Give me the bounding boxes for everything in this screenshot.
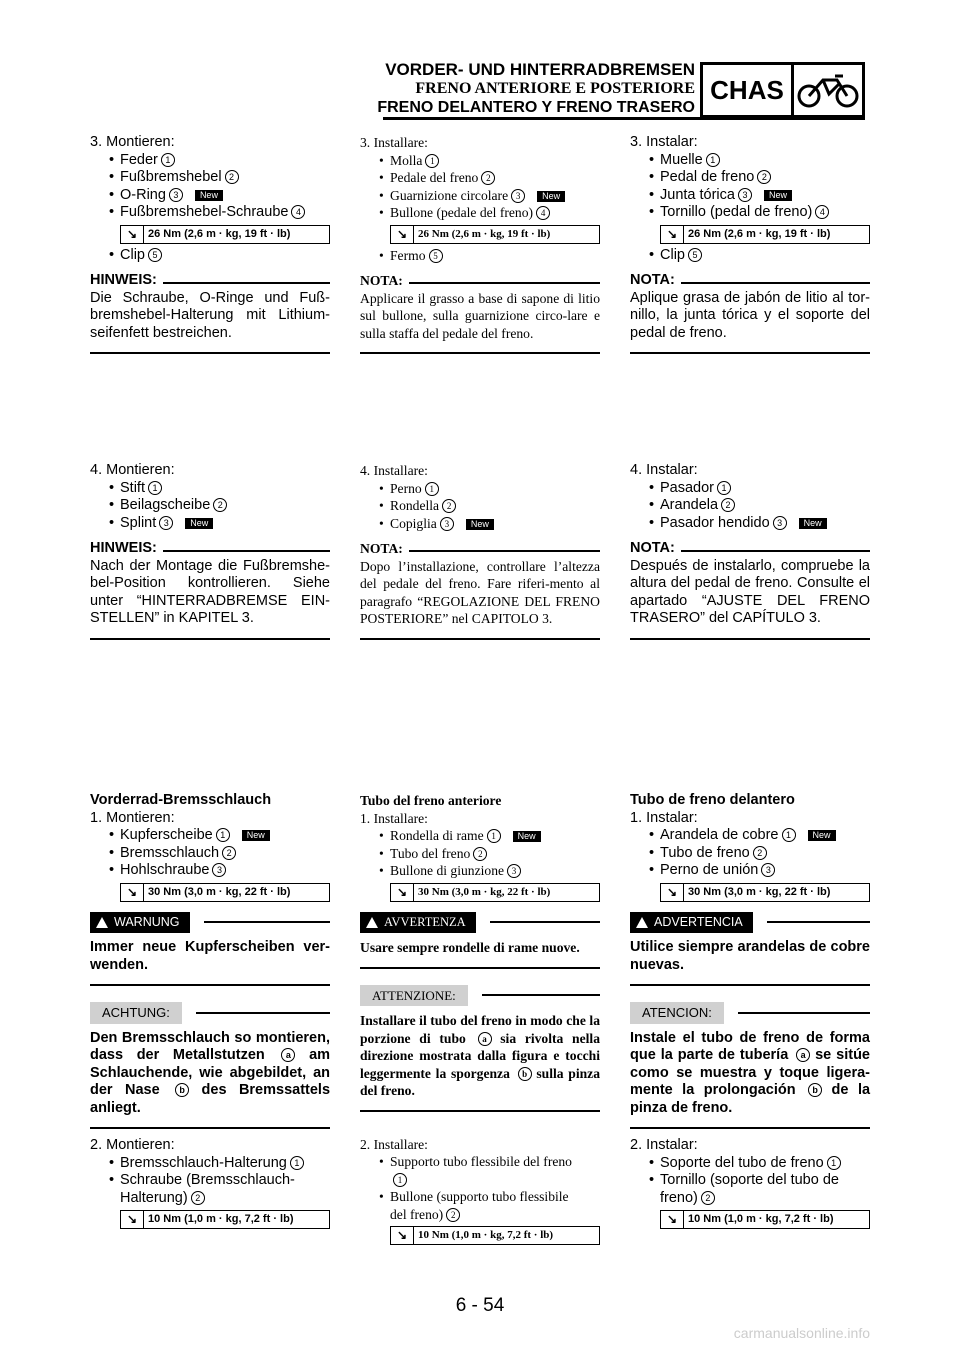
list-item: • Splint 3 New	[90, 515, 330, 533]
list-item: • Pedale del freno 2	[360, 169, 600, 187]
wrench-icon: ↘	[661, 1211, 684, 1228]
note-heading: NOTA:	[360, 540, 600, 558]
wrench-icon: ↘	[391, 1227, 414, 1244]
list-item: • Perno de unión 3	[630, 862, 870, 880]
de-hose-step1: 1. Montieren:	[90, 809, 175, 826]
de-step3-section	[90, 134, 330, 354]
torque-spec: ↘ 26 Nm (2,6 m · kg, 19 ft · lb)	[660, 225, 870, 244]
it-hose-step2: 2. Installare:	[360, 1136, 428, 1152]
list-item: • Junta tórica 3 New	[630, 187, 870, 205]
list-item: • Clip 5	[630, 247, 870, 265]
list-item: • Arandela 2	[630, 497, 870, 515]
wrench-icon: ↘	[121, 1211, 144, 1228]
list-item: • Muelle 1	[630, 152, 870, 170]
section-title: Vorderrad-Bremsschlauch	[90, 792, 272, 808]
list-item: • Fußbremshebel-Schraube 4	[90, 204, 330, 222]
list-item: del freno) 2	[360, 1206, 600, 1224]
list-item: • Supporto tubo flessibile del freno	[360, 1153, 600, 1171]
list-item: • Rondella di rame 1 New	[360, 827, 600, 845]
es-hose-section	[630, 792, 870, 1232]
es-step3-section	[630, 134, 870, 354]
list-item: • Hohlschraube 3	[90, 862, 330, 880]
warning-icon	[636, 917, 648, 928]
list-item: • Tubo del freno 2	[360, 845, 600, 863]
list-item: • Kupferscheibe 1 New	[90, 827, 330, 845]
list-item: • Clip 5	[90, 247, 330, 265]
note-box	[360, 272, 600, 354]
it-hose-step1: 1. Installare:	[360, 810, 428, 826]
section-title: Tubo del freno anteriore	[360, 793, 502, 808]
list-item: • Bullone (supporto tubo flessibile	[360, 1188, 600, 1206]
caution-body: Instale el tubo de freno de forma que la parte de tubería a se sitúe como se muestra y toque ligera-mente la prolongación b de la pinza de freno.	[630, 1029, 871, 1116]
caution-body: Installare il tubo del freno in modo che la porzione di tubo a sia rivolta nella direzione mostrata dalla figura e tocchi leggermente la sporgenza b sulla pinza del freno.	[360, 1013, 600, 1098]
header-title-es: FRENO DELANTERO Y FRENO TRASERO	[377, 99, 695, 116]
list-item: • Pasador hendido 3 New	[630, 515, 870, 533]
list-item: • Copiglia 3 New	[360, 515, 600, 533]
note-heading: NOTA:	[360, 272, 600, 290]
list-item: • Guarnizione circolare 3 New	[360, 187, 600, 205]
note-body: Dopo l’installazione, controllare l’altezza del pedale del freno. Fare riferi-mento al paragrafo “REGOLAZIONE DEL FRENO POSTERIORE” nel CAPITOLO 3.	[360, 558, 600, 626]
es-hose-step1: 1. Instalar:	[630, 809, 698, 826]
note-body: Nach der Montage die Fußbremshe-bel-Position kontrollieren. Siehe unter “HINTERRADBREMSE EIN-STELLEN” in KAPITEL 3.	[90, 557, 330, 626]
it-hose-section	[360, 792, 600, 1248]
list-item: freno) 2	[630, 1190, 870, 1208]
note-body: Aplique grasa de jabón de litio al tor-nillo, la junta tórica y el soporte del pedal de freno.	[630, 289, 870, 341]
note-heading: NOTA:	[630, 272, 870, 290]
note-box	[630, 272, 870, 354]
wrench-icon: ↘	[661, 226, 684, 243]
list-item: • Bremsschlauch 2	[90, 845, 330, 863]
list-item: • Arandela de cobre 1 New	[630, 827, 870, 845]
note-box	[90, 540, 330, 640]
list-item: • Bullone di giunzione 3	[360, 862, 600, 880]
list-item: • Fermo 5	[360, 247, 600, 265]
warning-box: AVVERTENZA Usare sempre rondelle di rame nuove.	[360, 912, 600, 969]
list-item: • Beilagscheibe 2	[90, 497, 330, 515]
list-item: • Pasador 1	[630, 480, 870, 498]
torque-spec: ↘ 26 Nm (2,6 m · kg, 19 ft · lb)	[120, 225, 330, 244]
torque-spec: ↘ 30 Nm (3,0 m · kg, 22 ft · lb)	[390, 883, 600, 902]
header-title-de: VORDER- UND HINTERRADBREMSEN	[385, 60, 695, 79]
note-heading: NOTA:	[630, 540, 870, 558]
it-step3: 3. Installare:	[360, 135, 428, 150]
list-item: 1	[360, 1171, 600, 1189]
list-item: • Rondella 2	[360, 497, 600, 515]
list-item: • Perno 1	[360, 480, 600, 498]
de-hose-section	[90, 792, 330, 1232]
torque-spec: ↘ 10 Nm (1,0 m · kg, 7,2 ft · lb)	[120, 1210, 330, 1229]
list-item: • Tornillo (pedal de freno) 4	[630, 204, 870, 222]
caution-box: ATENCION: Instale el tubo de freno de forma que la parte de tubería a se sitúe como se muestra y toque ligera-mente la prolongación b de la pinza de freno.	[630, 1002, 870, 1129]
page-number: 6 - 54	[455, 1295, 505, 1316]
list-item: • Soporte del tubo de freno 1	[630, 1155, 870, 1173]
warning-box: WARNUNG Immer neue Kupferscheiben ver-wenden.	[90, 912, 330, 987]
note-heading: HINWEIS:	[90, 272, 330, 290]
caution-body: Den Bremsschlauch so montieren, dass der Metallstutzen a am Schlauchende, wie abgebildet, an der Nase b des Bremssattels anliegt.	[90, 1029, 331, 1116]
warning-body: Usare sempre rondelle di rame nuove.	[360, 940, 580, 955]
page-header	[377, 60, 695, 117]
motorcycle-icon	[794, 65, 862, 115]
es-step4: 4. Instalar:	[630, 462, 698, 478]
note-body: Applicare il grasso a base di sapone di litio sul bullone, sulla guarnizione circo-lare e sulla staffa del pedale del freno.	[360, 290, 600, 341]
de-hose-step2: 2. Montieren:	[90, 1137, 175, 1153]
wrench-icon: ↘	[661, 884, 684, 901]
warning-body: Utilice siempre arandelas de cobre nuevas.	[630, 939, 870, 973]
section-title: Tubo de freno delantero	[630, 792, 795, 808]
torque-spec: ↘ 10 Nm (1,0 m · kg, 7,2 ft · lb)	[390, 1226, 600, 1245]
note-heading: HINWEIS:	[90, 540, 330, 558]
section-tab	[700, 62, 865, 118]
it-step4-section	[360, 462, 600, 640]
de-step4: 4. Montieren:	[90, 462, 175, 478]
warning-body: Immer neue Kupferscheiben ver-wenden.	[90, 939, 330, 973]
note-box	[630, 540, 870, 640]
warning-icon	[96, 917, 108, 928]
wrench-icon: ↘	[121, 884, 144, 901]
it-step4: 4. Installare:	[360, 463, 428, 478]
list-item: • Molla 1	[360, 152, 600, 170]
list-item: • Schraube (Bremsschlauch-	[90, 1172, 330, 1190]
list-item: • Tornillo (soporte del tubo de	[630, 1172, 870, 1190]
de-step3: 3. Montieren:	[90, 134, 175, 150]
list-item: • Feder 1	[90, 152, 330, 170]
warning-box: ADVERTENCIA Utilice siempre arandelas de cobre nuevas.	[630, 912, 870, 987]
caution-box: ACHTUNG: Den Bremsschlauch so montieren, dass der Metallstutzen a am Schlauchende, wie abgebildet, an der Nase b des Bremssattels anliegt.	[90, 1002, 330, 1129]
section-label: CHAS	[703, 65, 794, 115]
it-step3-section	[360, 134, 600, 354]
wrench-icon: ↘	[391, 884, 414, 901]
wrench-icon: ↘	[121, 226, 144, 243]
list-item: Halterung) 2	[90, 1190, 330, 1208]
list-item: • Bremsschlauch-Halterung 1	[90, 1155, 330, 1173]
torque-spec: ↘ 30 Nm (3,0 m · kg, 22 ft · lb)	[120, 883, 330, 902]
note-body: Die Schraube, O-Ringe und Fuß-bremshebel-Halterung mit Lithium-seifenfett bestreichen.	[90, 289, 330, 341]
wrench-icon: ↘	[391, 226, 414, 243]
torque-spec: ↘ 10 Nm (1,0 m · kg, 7,2 ft · lb)	[660, 1210, 870, 1229]
es-hose-step2: 2. Instalar:	[630, 1137, 698, 1153]
watermark: carmanualsonline.info	[733, 1325, 870, 1341]
torque-spec: ↘ 30 Nm (3,0 m · kg, 22 ft · lb)	[660, 883, 870, 902]
list-item: • Stift 1	[90, 480, 330, 498]
list-item: • Bullone (pedale del freno) 4	[360, 204, 600, 222]
list-item: • O-Ring 3 New	[90, 187, 330, 205]
list-item: • Fußbremshebel 2	[90, 169, 330, 187]
note-box	[360, 540, 600, 640]
warning-icon	[366, 917, 378, 928]
note-body: Después de instalarlo, compruebe la altura del pedal de freno. Consulte el apartado “AJUSTE DEL FRENO TRASERO” del CAPÍTULO 3.	[630, 557, 870, 626]
list-item: • Pedal de freno 2	[630, 169, 870, 187]
es-step3: 3. Instalar:	[630, 134, 698, 150]
list-item: • Tubo de freno 2	[630, 845, 870, 863]
note-box	[90, 272, 330, 354]
header-title-it: FRENO ANTERIORE E POSTERIORE	[415, 80, 695, 97]
torque-spec: ↘ 26 Nm (2,6 m · kg, 19 ft · lb)	[390, 225, 600, 244]
caution-box: ATTENZIONE: Installare il tubo del freno in modo che la porzione di tubo a sia rivolta nella direzione mostrata dalla figura e tocchi leggermente la sporgenza b sulla pinza del freno.	[360, 985, 600, 1112]
de-step4-section	[90, 462, 330, 640]
es-step4-section	[630, 462, 870, 640]
